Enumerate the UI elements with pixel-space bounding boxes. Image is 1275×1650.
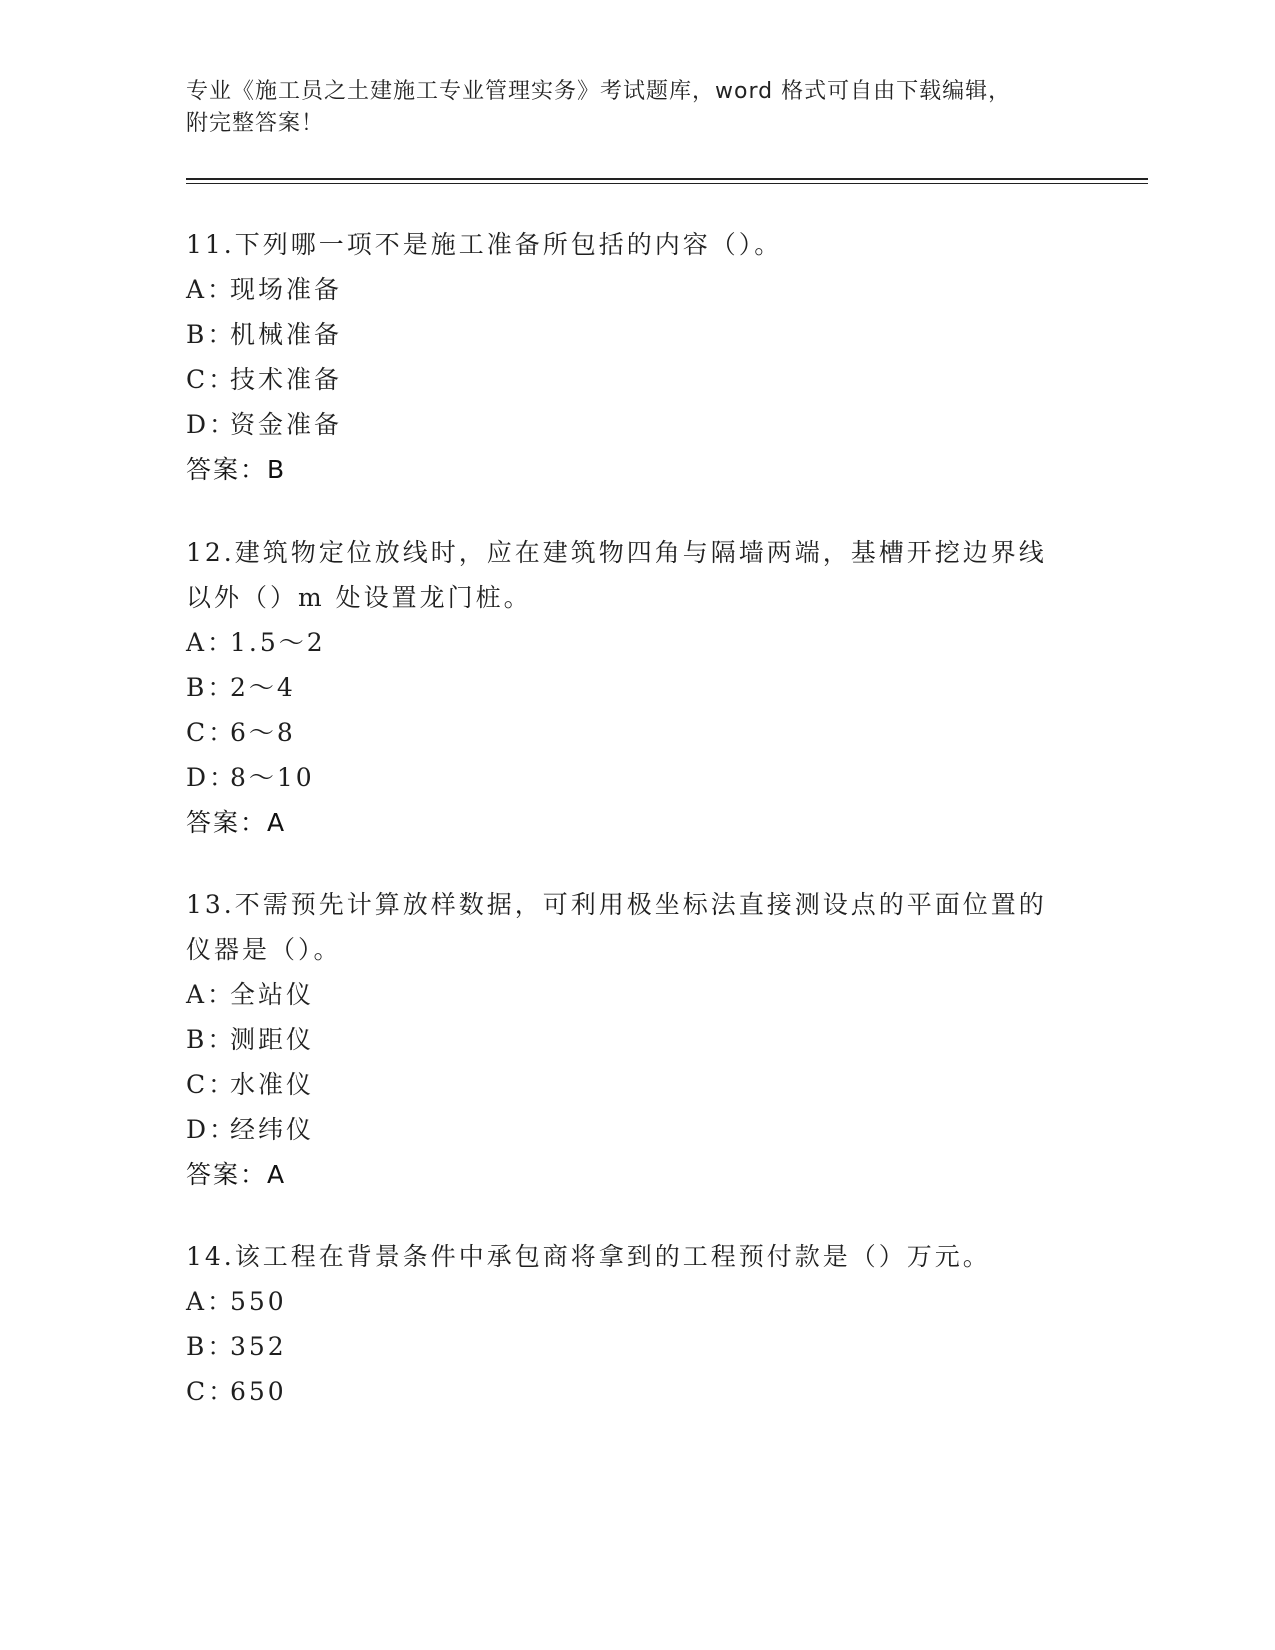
option-b [186,312,1086,357]
option-text: 全站仪 [230,980,315,1009]
option-text: 650 [230,1377,287,1406]
option-b [186,1017,1086,1062]
question-13 [186,882,1086,1197]
option-letter: B： [186,1332,236,1361]
answer-line: 答案：A [186,1160,287,1189]
option-letter: C： [186,365,237,394]
option-d [186,402,1086,447]
header-line-2: 附完整答案！ [186,111,325,136]
question-stem-line-1: 13.不需预先计算放样数据，可利用极坐标法直接测设点的平面位置的 [186,890,1047,919]
option-letter: A： [186,980,236,1009]
option-c [186,710,1086,755]
question-stem: 14.该工程在背景条件中承包商将拿到的工程预付款是（）万元。 [186,1242,991,1271]
option-letter: C： [186,1377,237,1406]
option-letter: A： [186,1287,236,1316]
option-letter: D： [186,763,238,792]
option-text: 测距仪 [230,1025,315,1054]
option-a [186,620,1086,665]
answer-line: 答案：B [186,455,287,484]
option-letter: B： [186,1025,236,1054]
option-c [186,1369,1086,1414]
question-stem: 11.下列哪一项不是施工准备所包括的内容（）。 [186,230,783,259]
header-line-1: 专业《施工员之土建施工专业管理实务》考试题库，word 格式可自由下载编辑， [186,79,1012,104]
option-a [186,267,1086,312]
option-letter: D： [186,410,238,439]
option-letter: C： [186,718,237,747]
option-a [186,972,1086,1017]
question-stem-line-2: 仪器是（）。 [186,935,342,964]
question-12 [186,530,1086,845]
option-d [186,1107,1086,1152]
option-b [186,1324,1086,1369]
answer-line: 答案：A [186,808,287,837]
option-letter: D： [186,1115,238,1144]
question-stem-line-2: 以外（）m 处设置龙门桩。 [186,583,532,612]
option-text: 水准仪 [230,1070,315,1099]
option-text: 机械准备 [230,320,343,349]
header-divider [186,178,1148,184]
option-c [186,357,1086,402]
option-text: 550 [230,1287,287,1316]
option-letter: C： [186,1070,237,1099]
option-text: 资金准备 [230,410,343,439]
option-text: 经纬仪 [230,1115,315,1144]
option-letter: A： [186,275,236,304]
option-letter: B： [186,673,236,702]
option-text: 2～4 [230,673,296,702]
option-a [186,1279,1086,1324]
option-d [186,755,1086,800]
document-header [186,76,1086,140]
option-letter: A： [186,628,236,657]
option-text: 352 [230,1332,287,1361]
option-c [186,1062,1086,1107]
option-text: 技术准备 [230,365,343,394]
question-14 [186,1234,1086,1414]
question-11 [186,222,1086,492]
option-text: 8～10 [230,763,315,792]
option-text: 1.5～2 [230,628,326,657]
option-b [186,665,1086,710]
option-letter: B： [186,320,236,349]
question-stem-line-1: 12.建筑物定位放线时，应在建筑物四角与隔墙两端，基槽开挖边界线 [186,538,1047,567]
option-text: 6～8 [230,718,296,747]
option-text: 现场准备 [230,275,343,304]
